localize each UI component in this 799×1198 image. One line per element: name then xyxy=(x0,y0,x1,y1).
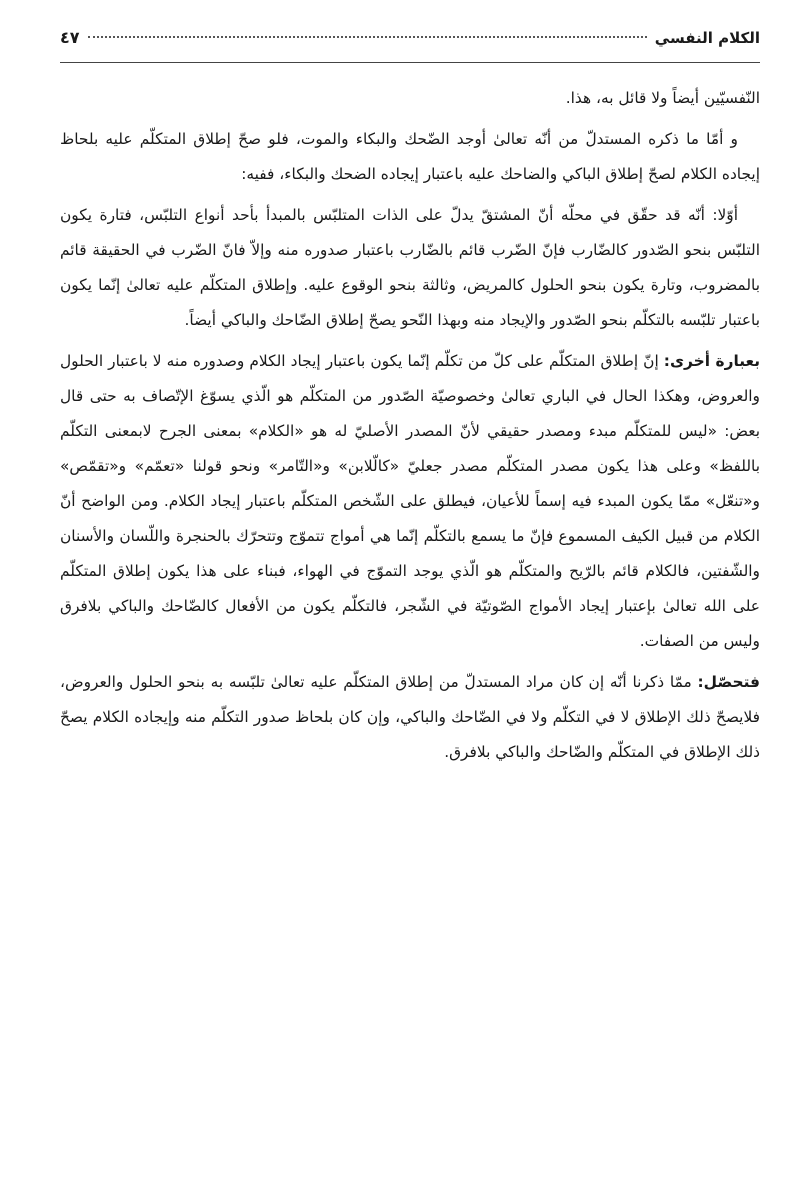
dotted-leader xyxy=(88,36,647,38)
paragraph-4 xyxy=(60,344,760,659)
paragraph-2 xyxy=(60,122,760,192)
paragraph-1 xyxy=(60,81,760,116)
running-title: الكلام النفسي xyxy=(654,29,760,47)
paragraph-2-text: و أمّا ما ذكره المستدلّ من أنّه تعالىٰ أوجد الضّحك والبكاء والموت، فلو صحّ إطلاق المتكلّم عليه بلحاظ إيجاده الكلام لصحّ إطلاق الباكي والضاحك عليه باعتبار إيجاده الضحك والبكاء، ففيه: xyxy=(60,130,760,183)
paragraph-5-lead: فتحصّل: xyxy=(697,673,760,691)
paragraph-5 xyxy=(60,665,760,770)
body-text xyxy=(60,81,760,770)
paragraph-3 xyxy=(60,198,760,338)
page-number: ٤٧ xyxy=(60,28,80,47)
paragraph-5-text: ممّا ذكرنا أنّه إن كان مراد المستدلّ من إطلاق المتكلّم عليه تعالىٰ تلبّسه به بنحو الحلول والعروض، فلايصحّ ذلك الإطلاق لا في التكلّم ولا في الضّاحك والباكي، وإن كان بلحاظ صدور التكلّم منه وإيجاده الكلام يصحّ ذلك الإطلاق في المتكلّم والضّاحك والباكي بلافرق. xyxy=(60,673,760,761)
paragraph-4-lead: بعبارة أخرى: xyxy=(663,352,760,370)
page-header xyxy=(60,28,760,63)
book-page xyxy=(60,28,760,776)
paragraph-1-text: النّفسيّين أيضاً ولا قائل به، هذا. xyxy=(565,89,760,107)
paragraph-4-text: إنّ إطلاق المتكلّم على كلّ من تكلّم إنّما يكون باعتبار إيجاد الكلام وصدوره منه لا باعتبار الحلول والعروض، وهكذا الحال في الباري تعالىٰ وخصوصيّة الصّدور من المتكلّم هو الّذي يسوّغ الإتّصاف به حتى قال بعض: «ليس للمتكلّم مبدء ومصدر حقيقي لأنّ المصدر الأصليّ له هو «الكلام» بمعنى الجرح لابمعنى التكلّم باللفظ» وعلى هذا يكون مصدر المتكلّم مصدر جعليّ «كالّلابن» و«التّامر» ونحو قولنا «تعمّم» و«تقمّص» و«تنعّل» ممّا يكون المبدء فيه إسماً للأعيان، فيطلق على الشّخص المتكلّم باعتبار إيجاد الكلام. ومن الواضح أنّ الكلام من قبيل الكيف المسموع فإنّ ما يسمع بالتكلّم إنّما هي أمواج تتموّج وتتحرّك بالحنجرة واللّسان والأسنان والشّفتين، فالكلام قائم بالرّيح والمتكلّم هو الّذي يوجد التموّج في الهواء، فبناء على هذا يكون إطلاق المتكلّم على الله تعالىٰ بإعتبار إيجاد الأمواج الصّوتيّة في الشّجر، فالتكلّم يكون من الأفعال كالضّاحك والباكي بلافرق وليس من الصفات. xyxy=(60,352,760,650)
paragraph-3-text: أوّلا: أنّه قد حقّق في محلّه أنّ المشتقّ يدلّ على الذات المتلبّس بالمبدأ بأحد أنواع التلبّس، فتارة يكون التلبّس بنحو الصّدور كالضّارب فإنّ الضّرب قائم بالضّارب باعتبار صدوره منه وإلاّ فانّ الضّرب في الحقيقة قائم بالمضروب، وتارة يكون بنحو الحلول كالمريض، وثالثة بنحو الوقوع عليه. وإطلاق المتكلّم عليه تعالىٰ إنّما يكون باعتبار تلبّسه بالتكلّم بنحو الصّدور والإيجاد منه وبهذا النّحو يصحّ إطلاق الضّاحك والباكي أيضاً. xyxy=(60,206,760,329)
